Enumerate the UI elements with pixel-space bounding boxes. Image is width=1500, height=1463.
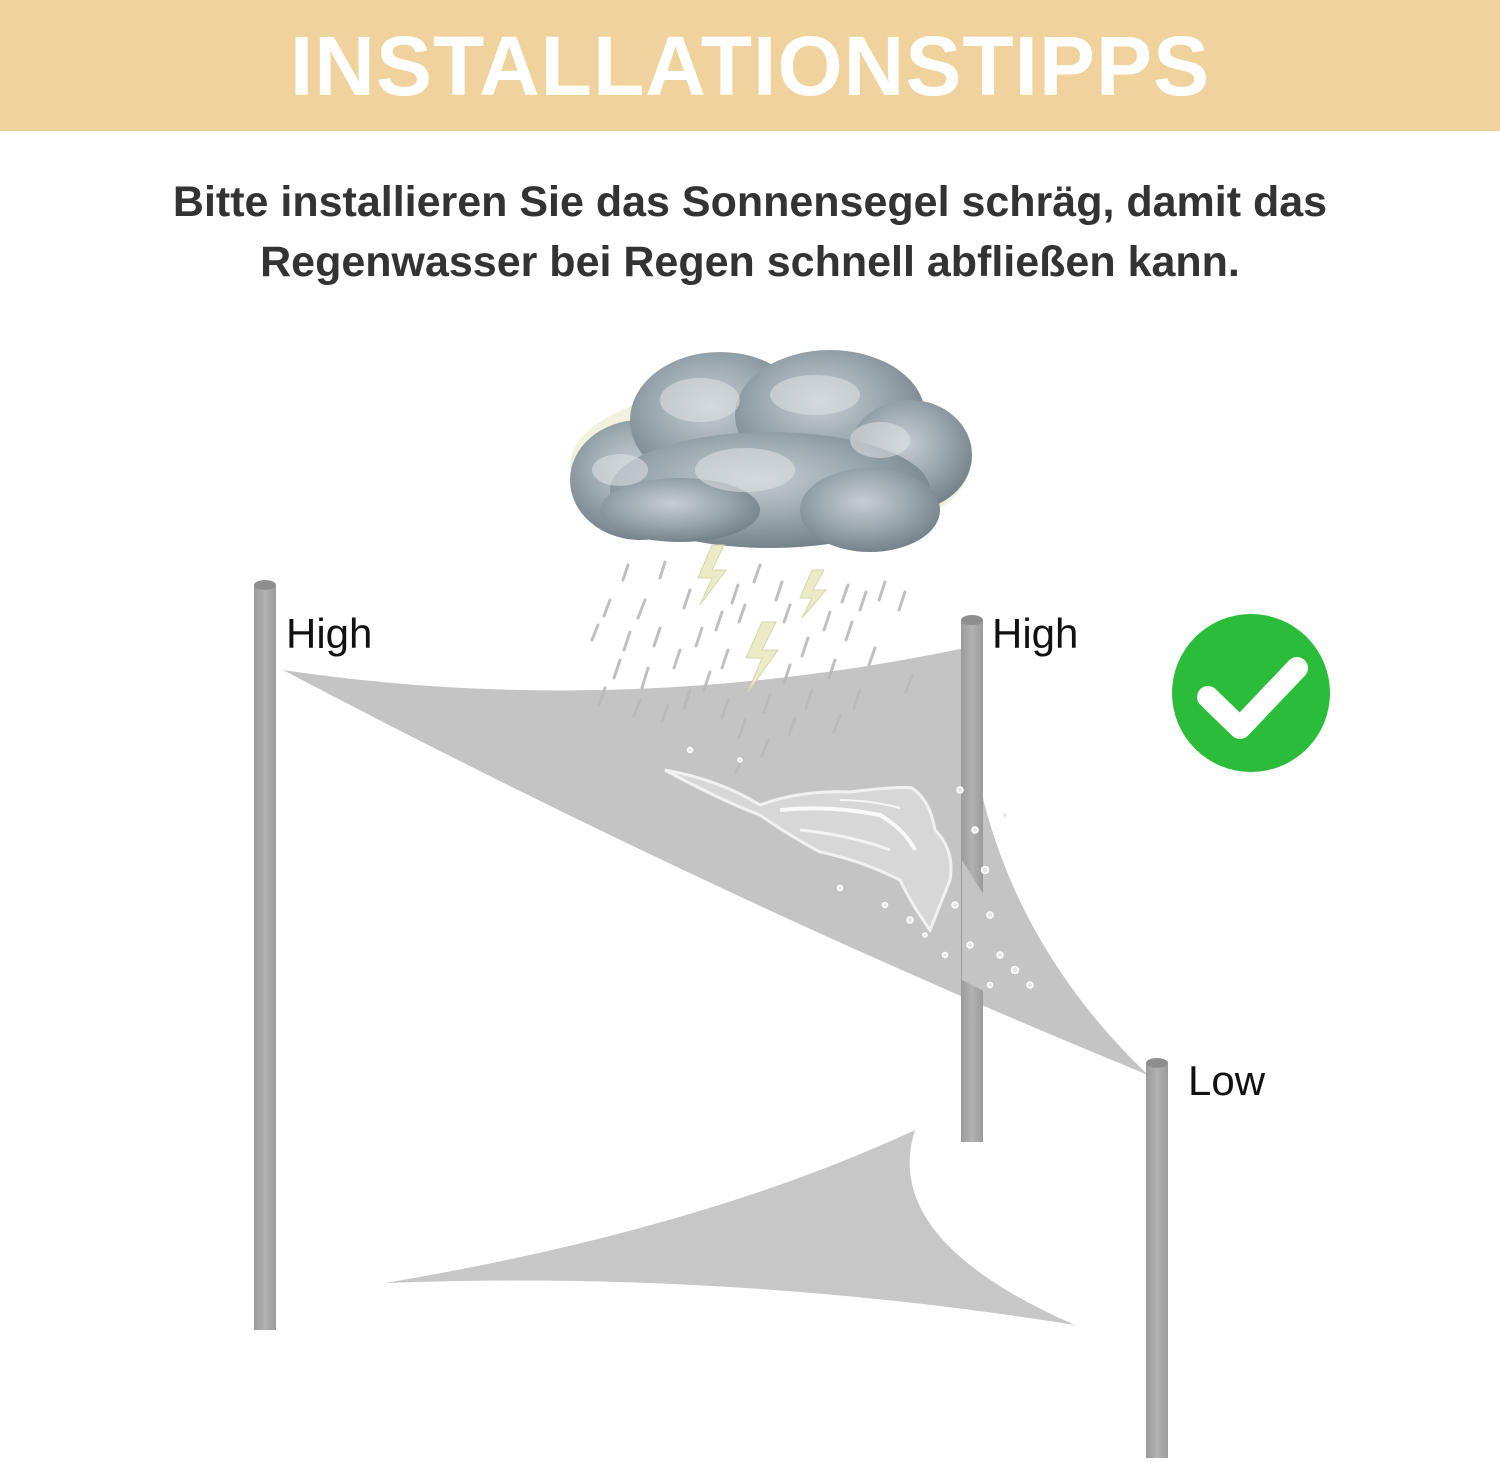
lower-sail <box>385 1130 1075 1325</box>
pole-label-left: High <box>286 610 373 657</box>
page-title: INSTALLATIONSTIPPS <box>289 18 1211 113</box>
lightning-bolt-icon <box>698 545 826 692</box>
pole-label-middle: High <box>992 610 1079 657</box>
storm-cloud-icon <box>570 350 972 552</box>
upper-sail <box>283 648 1148 1075</box>
pole-right <box>1146 1058 1168 1458</box>
instruction-line-1: Bitte installieren Sie das Sonnensegel schräg, damit das <box>172 178 1328 226</box>
check-icon <box>1172 614 1330 772</box>
pole-label-right: Low <box>1188 1057 1266 1104</box>
pole-left <box>254 580 276 1330</box>
instruction-line-2: Regenwasser bei Regen schnell abfließen kann. <box>260 238 1240 286</box>
